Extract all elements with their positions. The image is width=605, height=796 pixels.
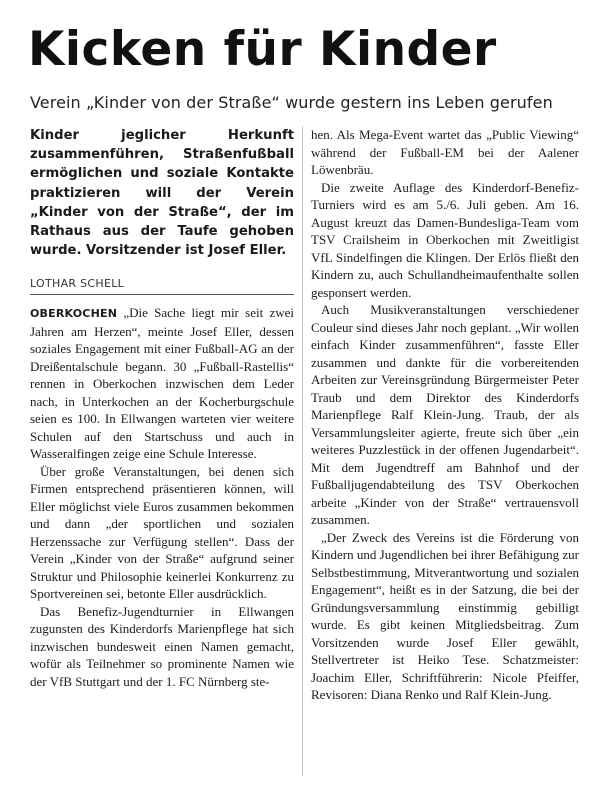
body-paragraph: Auch Musikveranstaltungen verschiedener Couleur sind dieses Jahr noch geplant. „Wir wollen einfach Kinder zusammenführen“, fasste Eller zusammen und dankte für die vorbereitenden Arbeiten zur Vereinsgründung Bürgermeister Peter Traub und dem Direktor des Kinderdorfs Marienpflege Ralf Klein-Jung. Traub, der als Versammlungsleiter agierte, freute sich über „ein weiteres Puzzlestück in der offenen Jugendarbeit“. Mit dem Jugendtreff am Bahnhof und der Fußballjugendabteilung des TSV Oberkochen arbeite „Kinder von der Straße“ vertrauensvoll zusammen. [311,302,579,527]
body-paragraph: Die zweite Auflage des Kinderdorf-Benefiz-Turniers wird es am 5./6. Juli geben. Am 16. August kreuzt das Damen-Bundesliga-Team vom TSV Crailsheim in Oberkochen mit Zweitligist VfL Sindelfingen die Klingen. Der Erlös fließt den Kindern zu, auch Schullandheimaufenthalte sollen gesponsert werden. [311,179,579,300]
subheadline: Verein „Kinder von der Straße“ wurde gestern ins Leben gerufen [30,93,553,112]
body-paragraph: Über große Veranstaltungen, bei denen sich Firmen entsprechend präsentieren können, will Eller möglichst viele Euros zusammen bekommen und dann „der sportlichen und sozialen Herzenssache zur Verfügung stellen“. Dass der Verein „Kinder von der Straße“ aufgrund seiner Struktur und Philosophie keinerlei Konkurrenz zu Sportvereinen sei, betonte Eller ausdrücklich. [30,463,294,601]
body-paragraph: „Der Zweck des Vereins ist die Förderung von Kindern und Jugendlichen bei ihrer Befähigung zur Selbstbestimmung, Mitverantwortung und sozialen Engagement“, heißt es in der Satzung, die bei der Gründungsversammlung einstimmig gebilligt wurde. Es gibt keinen Mitgliedsbeitrag. Zum Vorsitzenden wurde Josef Eller gewählt, Stellvertreter ist Heiko Tese. Schatzmeister: Joachim Eller, Schriftführerin: Nicole Pfeiffer, Revisoren: Diana Renko und Ralf Klein-Jung. [311,529,579,702]
dateline: OBERKOCHEN [30,307,118,320]
byline-divider [30,294,294,295]
body-paragraph-text: „Die Sache liegt mir seit zwei Jahren am Herzen“, meinte Josef Eller, dessen soziales Engagement mit einer Fußball-AG an der Dreißentalschule begann. 30 „Fußball-Rastellis“ rennen in Oberkochen inzwischen dem Leder nach, in Unterkochen an der Kocherburgschule seien es 100. In Ellwangen warteten vier weitere Schulen auf den Startschuss und auch in Wasseralfingen zeige eine Schule Interesse. [30,305,294,461]
left-column [30,304,294,690]
body-paragraph: Das Benefiz-Jugendturnier in Ellwangen zugunsten des Kinderdorfs Marienpflege hat sich inzwischen bundesweit einen Namen gemacht, wofür als Teilnehmer so prominente Namen wie der VfB Stuttgart und der 1. FC Nürnberg ste- [30,603,294,689]
body-paragraph [30,304,294,463]
body-paragraph: hen. Als Mega-Event wartet das „Public Viewing“ während der Fußball-EM bei der Aalener Löwenbräu. [311,127,579,177]
author-byline: LOTHAR SCHELL [30,277,125,290]
headline: Kicken für Kinder [28,22,497,77]
column-divider [302,126,303,776]
right-column [311,126,579,704]
lead-paragraph: Kinder jeglicher Herkunft zusammenführen, Straßenfußball ermöglichen und soziale Kontakte praktizieren will der Verein „Kinder von der Straße“, der im Rathaus aus der Taufe gehoben wurde. Vorsitzender ist Josef Eller. [30,128,294,259]
